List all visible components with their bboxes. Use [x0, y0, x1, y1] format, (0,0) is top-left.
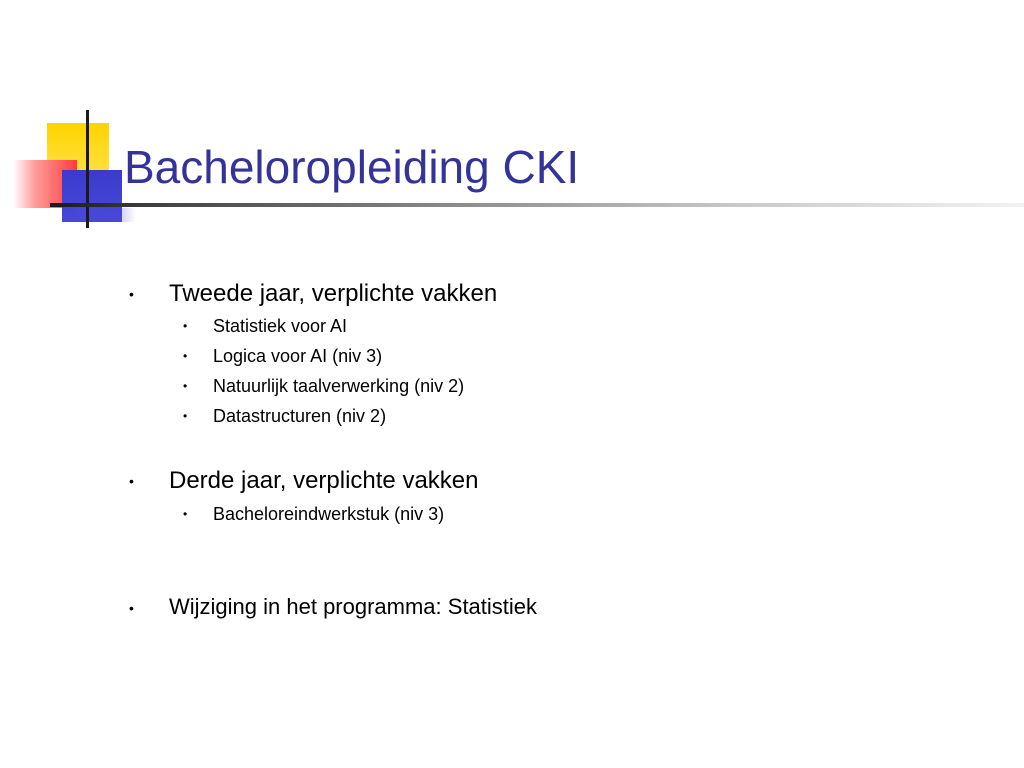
bullet-item	[129, 280, 498, 308]
sub-bullet-text: Logica voor AI (niv 3)	[213, 346, 383, 366]
bullet-text: Wijziging in het programma: Statistiek	[169, 594, 538, 619]
bullet-text: Tweede jaar, verplichte vakken	[169, 280, 498, 307]
bullet-marker: •	[129, 600, 134, 616]
sub-bullet-text: Natuurlijk taalverwerking (niv 2)	[213, 376, 465, 396]
sub-bullet-marker: •	[183, 379, 188, 393]
bullet-marker: •	[129, 286, 134, 302]
sub-bullet-marker: •	[183, 319, 188, 333]
bullet-item	[129, 467, 479, 495]
sub-bullet-text: Statistiek voor AI	[213, 316, 348, 336]
sub-bullet-marker: •	[183, 409, 188, 423]
sub-bullet-item	[183, 376, 465, 397]
sub-bullet-item	[183, 346, 383, 367]
sub-bullet-marker: •	[183, 349, 188, 363]
sub-bullet-text: Datastructuren (niv 2)	[213, 406, 387, 426]
sub-bullet-marker: •	[183, 507, 188, 521]
slide-title: Bacheloropleiding CKI	[124, 141, 580, 193]
sub-bullet-item	[183, 316, 348, 337]
bullet-text: Derde jaar, verplichte vakken	[169, 467, 479, 494]
bullet-marker: •	[129, 473, 134, 489]
sub-bullet-text: Bacheloreindwerkstuk (niv 3)	[213, 504, 445, 524]
bullet-item	[129, 594, 538, 620]
sub-bullet-item	[183, 406, 387, 427]
sub-bullet-item	[183, 504, 445, 525]
